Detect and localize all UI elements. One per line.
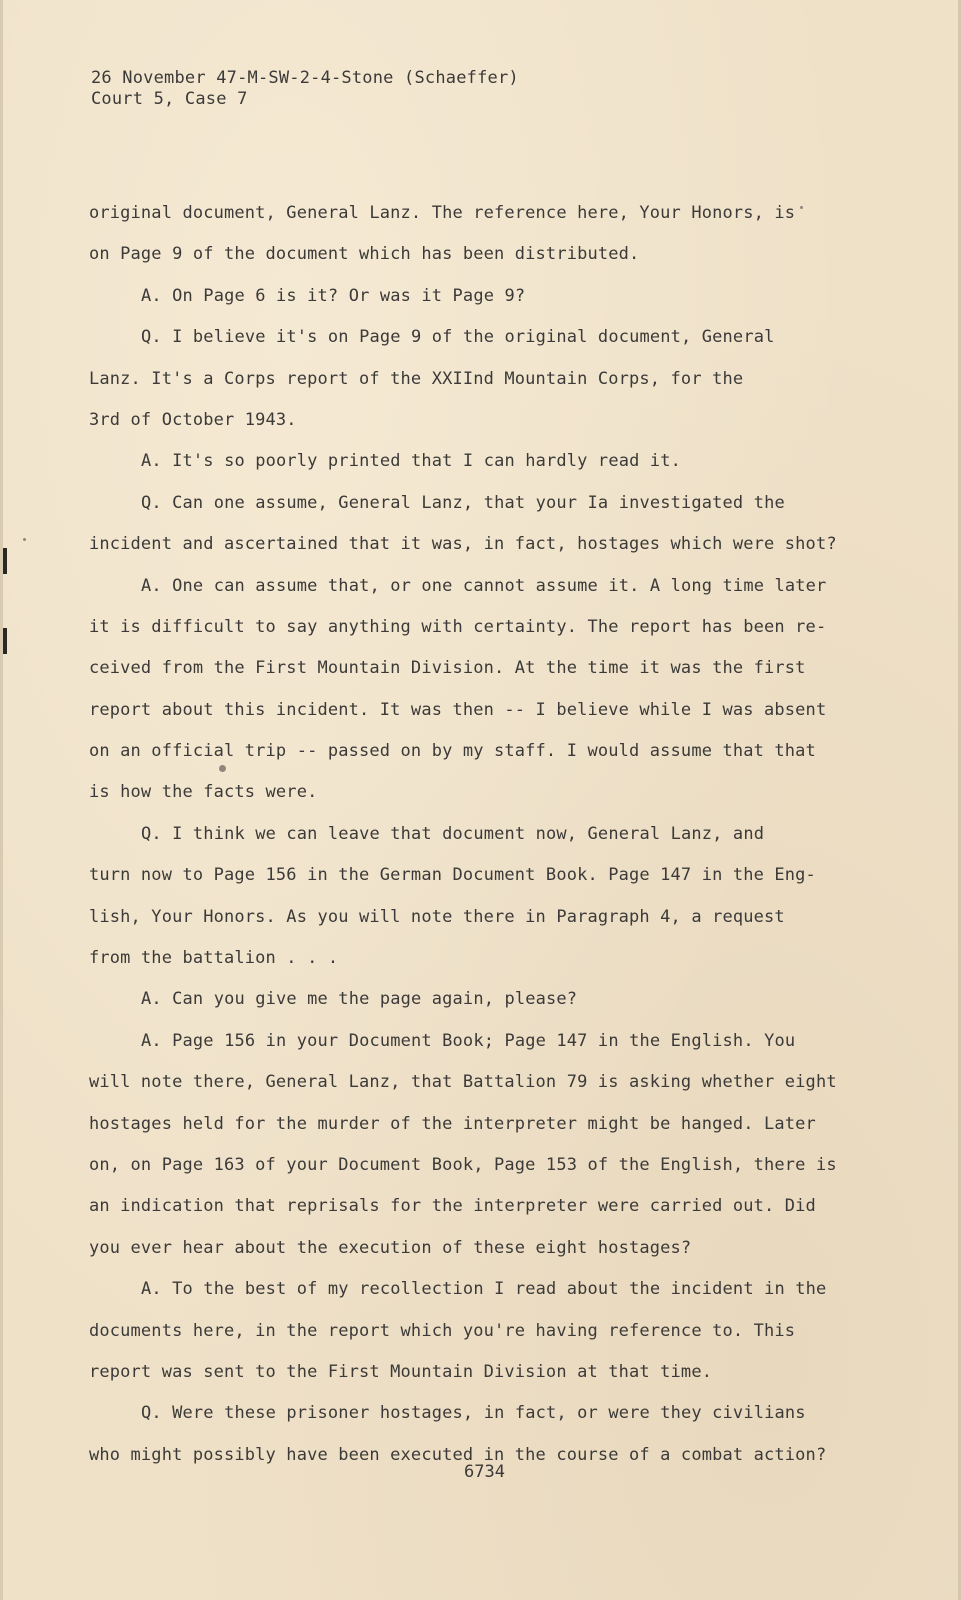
transcript-line: documents here, in the report which you're having reference to. This <box>89 1320 796 1341</box>
transcript-line: Q. I believe it's on Page 9 of the original document, General <box>141 327 775 348</box>
transcript-line: is how the facts were. <box>89 782 318 803</box>
transcript-line: A. Can you give me the page again, please? <box>141 989 578 1010</box>
header-court-line: Court 5, Case 7 <box>91 89 248 109</box>
header-reference-line: 26 November 47-M-SW-2-4-Stone (Schaeffer) <box>91 68 519 88</box>
transcript-line: Q. I think we can leave that document now, General Lanz, and <box>141 823 765 844</box>
transcript-line: on an official trip -- passed on by my staff. I would assume that that <box>89 741 816 762</box>
transcript-line: will note there, General Lanz, that Battalion 79 is asking whether eight <box>89 1072 837 1093</box>
transcript-line: original document, General Lanz. The reference here, Your Honors, is <box>89 203 796 223</box>
transcript-line: lish, Your Honors. As you will note there in Paragraph 4, a request <box>89 906 785 927</box>
transcript-line: an indication that reprisals for the interpreter were carried out. Did <box>89 1196 816 1217</box>
transcript-line: from the battalion . . . <box>89 948 339 969</box>
transcript-line: Lanz. It's a Corps report of the XXIInd Mountain Corps, for the <box>89 368 744 389</box>
transcript-line: it is difficult to say anything with certainty. The report has been re- <box>89 616 827 637</box>
transcript-line: A. One can assume that, or one cannot assume it. A long time later <box>141 575 827 596</box>
transcript-line: A. To the best of my recollection I read about the incident in the <box>141 1279 827 1300</box>
page-number: 6734 <box>464 1462 505 1482</box>
transcript-line: ceived from the First Mountain Division. At the time it was the first <box>89 658 806 679</box>
transcript-line: on Page 9 of the document which has been distributed. <box>89 244 640 265</box>
transcript-line: A. Page 156 in your Document Book; Page 147 in the English. You <box>141 1030 796 1051</box>
transcript-line: A. It's so poorly printed that I can hardly read it. <box>141 451 682 472</box>
transcript-line: report was sent to the First Mountain Division at that time. <box>89 1361 713 1382</box>
binding-mark-upper <box>3 548 7 574</box>
transcript-line: incident and ascertained that it was, in fact, hostages which were shot? <box>89 534 837 555</box>
transcript-line: you ever hear about the execution of these eight hostages? <box>89 1237 692 1258</box>
document-header <box>91 68 519 110</box>
transcript-line: who might possibly have been executed in the course of a combat action? <box>89 1444 827 1465</box>
transcript-line: A. On Page 6 is it? Or was it Page 9? <box>141 285 526 306</box>
paper-speck <box>23 538 26 541</box>
transcript-line: on, on Page 163 of your Document Book, Page 153 of the English, there is <box>89 1154 837 1175</box>
transcript-line: 3rd of October 1943. <box>89 409 297 430</box>
transcript-line: Q. Were these prisoner hostages, in fact, or were they civilians <box>141 1403 806 1424</box>
binding-mark-lower <box>3 628 7 654</box>
transcript-line: Q. Can one assume, General Lanz, that your Ia investigated the <box>141 492 785 513</box>
transcript-body <box>89 193 929 1476</box>
transcript-line: hostages held for the murder of the interpreter might be hanged. Later <box>89 1113 816 1134</box>
transcript-line: report about this incident. It was then -- I believe while I was absent <box>89 699 827 720</box>
transcript-line: turn now to Page 156 in the German Document Book. Page 147 in the Eng- <box>89 865 816 886</box>
